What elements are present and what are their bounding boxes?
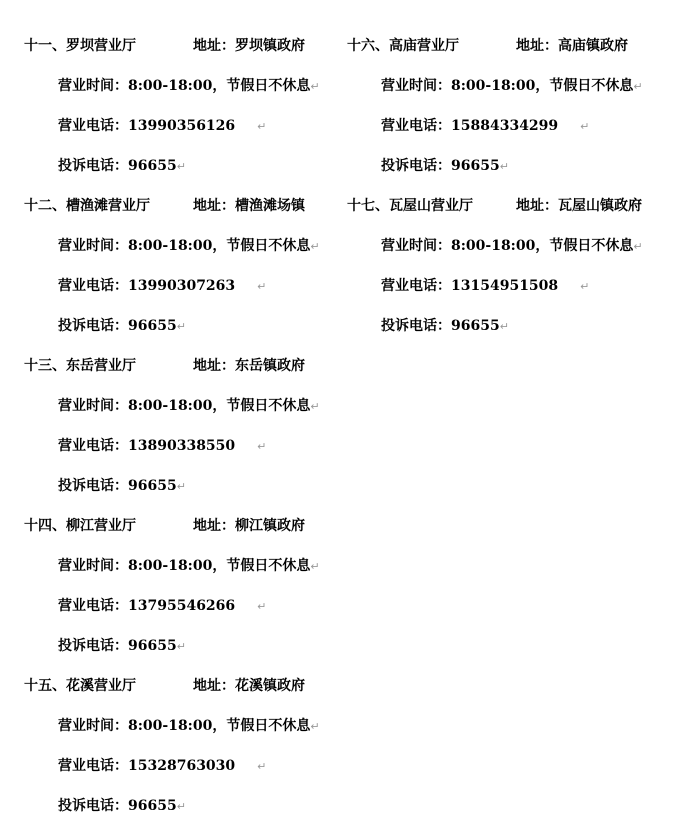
business-hours-line: 营业时间：8:00-18:00，节假日不休息↵ — [58, 558, 320, 574]
service-hall-block — [347, 193, 677, 353]
service-hall-block — [347, 33, 677, 193]
paragraph-mark: ↵ — [176, 160, 186, 173]
complaint-phone-line: 投诉电话：96655↵ — [58, 158, 186, 174]
business-phone-line: 营业电话：15328763030 ↵ — [58, 758, 267, 774]
hall-address: 地址：罗坝镇政府 — [193, 38, 305, 54]
paragraph-mark: ↵ — [176, 800, 186, 813]
hall-address: 地址：柳江镇政府 — [193, 518, 305, 534]
paragraph-mark: ↵ — [633, 80, 643, 93]
hall-title: 十七、瓦屋山营业厅 — [347, 198, 473, 214]
paragraph-mark: ↵ — [310, 80, 320, 93]
paragraph-mark: ↵ — [580, 120, 590, 133]
paragraph-mark: ↵ — [310, 560, 320, 573]
paragraph-mark: ↵ — [310, 720, 320, 733]
complaint-phone-line: 投诉电话：96655↵ — [58, 478, 186, 494]
business-hours-line: 营业时间：8:00-18:00，节假日不休息↵ — [381, 238, 643, 254]
paragraph-mark: ↵ — [310, 400, 320, 413]
paragraph-mark: ↵ — [257, 760, 267, 773]
service-hall-block — [24, 33, 334, 193]
paragraph-mark: ↵ — [580, 280, 590, 293]
business-hours-line: 营业时间：8:00-18:00，节假日不休息↵ — [58, 398, 320, 414]
paragraph-mark: ↵ — [499, 320, 509, 333]
complaint-phone-line: 投诉电话：96655↵ — [58, 638, 186, 654]
service-hall-block — [24, 513, 334, 673]
paragraph-mark: ↵ — [257, 600, 267, 613]
complaint-phone-line: 投诉电话：96655↵ — [58, 798, 186, 814]
hall-title: 十三、东岳营业厅 — [24, 358, 136, 374]
business-phone-line: 营业电话：13890338550 ↵ — [58, 438, 267, 454]
paragraph-mark: ↵ — [499, 160, 509, 173]
business-hours-line: 营业时间：8:00-18:00，节假日不休息↵ — [381, 78, 643, 94]
service-hall-block — [24, 193, 334, 353]
paragraph-mark: ↵ — [310, 240, 320, 253]
paragraph-mark: ↵ — [176, 320, 186, 333]
hall-address: 地址：槽渔滩场镇 — [193, 198, 305, 214]
business-phone-line: 营业电话：15884334299 ↵ — [381, 118, 590, 134]
business-phone-line: 营业电话：13795546266 ↵ — [58, 598, 267, 614]
hall-address: 地址：花溪镇政府 — [193, 678, 305, 694]
complaint-phone-line: 投诉电话：96655↵ — [381, 158, 509, 174]
paragraph-mark: ↵ — [257, 280, 267, 293]
paragraph-mark: ↵ — [176, 480, 186, 493]
service-hall-block — [24, 353, 334, 513]
hall-address: 地址：瓦屋山镇政府 — [516, 198, 642, 214]
hall-title: 十一、罗坝营业厅 — [24, 38, 136, 54]
hall-address: 地址：高庙镇政府 — [516, 38, 628, 54]
hall-title: 十五、花溪营业厅 — [24, 678, 136, 694]
complaint-phone-line: 投诉电话：96655↵ — [381, 318, 509, 334]
business-hours-line: 营业时间：8:00-18:00，节假日不休息↵ — [58, 78, 320, 94]
hall-address: 地址：东岳镇政府 — [193, 358, 305, 374]
right-column — [347, 33, 677, 353]
paragraph-mark: ↵ — [257, 120, 267, 133]
hall-title: 十四、柳江营业厅 — [24, 518, 136, 534]
service-hall-block — [24, 673, 334, 833]
business-phone-line: 营业电话：13154951508 ↵ — [381, 278, 590, 294]
left-column — [24, 33, 334, 833]
paragraph-mark: ↵ — [176, 640, 186, 653]
complaint-phone-line: 投诉电话：96655↵ — [58, 318, 186, 334]
hall-title: 十六、高庙营业厅 — [347, 38, 459, 54]
business-phone-line: 营业电话：13990356126 ↵ — [58, 118, 267, 134]
hall-title: 十二、槽渔滩营业厅 — [24, 198, 150, 214]
business-hours-line: 营业时间：8:00-18:00，节假日不休息↵ — [58, 238, 320, 254]
business-hours-line: 营业时间：8:00-18:00，节假日不休息↵ — [58, 718, 320, 734]
business-phone-line: 营业电话：13990307263 ↵ — [58, 278, 267, 294]
paragraph-mark: ↵ — [633, 240, 643, 253]
paragraph-mark: ↵ — [257, 440, 267, 453]
